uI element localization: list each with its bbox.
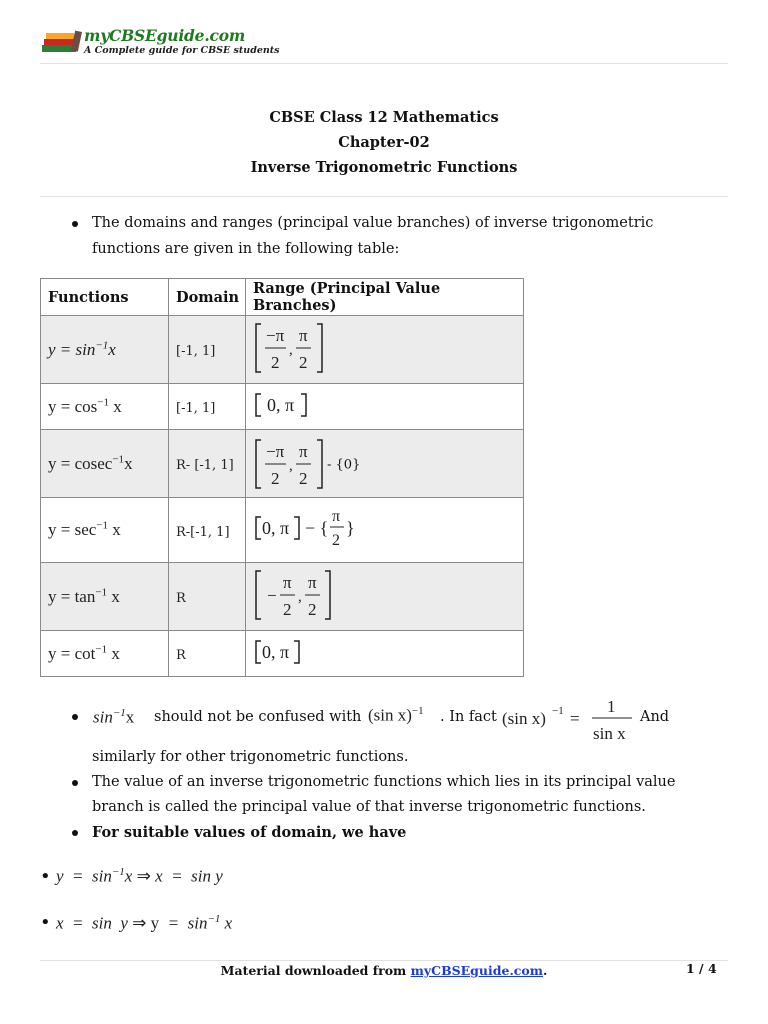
chapter-label: Chapter-02	[338, 134, 430, 151]
svg-text:π: π	[308, 572, 317, 592]
logo-tagline: A Complete guide for CBSE students	[84, 45, 280, 56]
table-row	[41, 563, 524, 631]
similarly-text: similarly for other trigonometric functions.	[92, 749, 409, 765]
document-title: CBSE Class 12 Mathematics	[269, 109, 499, 126]
svg-text:,: ,	[289, 457, 293, 474]
svg-text:2: 2	[271, 352, 280, 372]
footer-credit: Material downloaded from myCBSEguide.com.	[220, 963, 548, 978]
svg-text:π: π	[299, 325, 308, 345]
sinx-power-formula: (sin x)$^{-1}$	[368, 705, 424, 725]
bullet-dot	[72, 780, 78, 786]
column-header: Range (Principal Value Branches)	[246, 279, 524, 316]
suitable-values-heading: For suitable values of domain, we have	[92, 824, 407, 841]
function-cell: $y = \tan^{-1} x$	[48, 586, 120, 606]
svg-text:=: =	[570, 709, 580, 728]
range-interval-formula	[253, 501, 363, 555]
domain-cell: [-1, 1]	[176, 401, 216, 416]
logo-name[interactable]: myCBSEguide.com	[84, 26, 246, 45]
svg-text:(sin x): (sin x)	[502, 709, 546, 728]
domain-cell: [-1, 1]	[176, 344, 216, 359]
svg-text:2: 2	[271, 468, 280, 488]
reciprocal-formula	[500, 694, 636, 744]
header-divider	[40, 63, 728, 64]
column-header: Domain	[169, 279, 246, 316]
svg-text:−: −	[267, 585, 277, 605]
svg-text:0, π: 0, π	[262, 518, 290, 538]
svg-text:1: 1	[607, 697, 616, 716]
range-interval-formula	[253, 320, 333, 376]
small-bullet: •	[40, 866, 51, 887]
svg-text:−π: −π	[266, 325, 285, 345]
function-cell: y = cosec$^{-1}$x	[48, 453, 133, 473]
domain-cell: R	[176, 591, 186, 606]
table-row	[41, 498, 524, 563]
function-cell: $y = \sec^{-1} x$	[48, 519, 121, 540]
small-bullet: •	[40, 912, 51, 933]
svg-text:0, π: 0, π	[262, 641, 290, 662]
footer-divider	[40, 960, 728, 961]
domain-cell: R- [-1, 1]	[176, 458, 234, 473]
page-number: 1 / 4	[686, 961, 717, 976]
table-row	[41, 430, 524, 498]
principal-line-1: The value of an inverse trigonometric functions which lies in its principal value	[92, 774, 676, 790]
function-cell: $y = \cos^{-1} x$	[48, 396, 122, 416]
svg-text:π: π	[299, 441, 308, 461]
svg-text:2: 2	[299, 468, 308, 488]
function-cell: $y = \sin^{-1}x$	[48, 339, 116, 359]
svg-text:sin x: sin x	[593, 724, 626, 743]
svg-text:2: 2	[299, 352, 308, 372]
books-logo-icon	[40, 29, 82, 55]
title-divider	[40, 196, 728, 197]
svg-text:}: }	[346, 518, 355, 538]
footer-link[interactable]: myCBSEguide.com	[410, 963, 543, 978]
implication-formula-1: $y = \sin^{-1}x$ ⇒ x = sin y	[56, 866, 223, 886]
sin-inverse-formula: $\sin^{-1}x$	[93, 707, 135, 727]
column-header: Functions	[41, 279, 169, 316]
svg-text:,: ,	[289, 341, 293, 358]
svg-text:−1: −1	[552, 705, 564, 717]
bullet-dot	[72, 714, 78, 720]
function-cell: $y = \cot^{-1} x$	[48, 643, 120, 663]
table-row	[41, 384, 524, 430]
svg-text:−π: −π	[266, 441, 285, 461]
svg-text:,: ,	[298, 588, 302, 605]
domain-cell: R	[176, 648, 186, 663]
svg-text:2: 2	[308, 599, 317, 619]
intro-line-2: functions are given in the following table:	[92, 241, 400, 257]
bullet-dot	[72, 830, 78, 836]
svg-text:π: π	[283, 572, 292, 592]
table-row	[41, 631, 524, 677]
implication-formula-2: x = sin y ⇒ $y = \sin^{-1} x$	[56, 913, 233, 933]
principal-line-2: branch is called the principal value of that inverse trigonometric functions.	[92, 799, 646, 815]
range-interval-formula	[253, 436, 327, 492]
and-text: And	[640, 709, 670, 725]
inverse-trig-table	[40, 278, 524, 677]
range-suffix: - {0}	[327, 457, 361, 472]
bullet-dot	[72, 221, 78, 227]
table-row	[41, 316, 524, 384]
range-interval-formula	[253, 637, 313, 667]
table-header-row	[41, 279, 524, 316]
in-fact-text: . In fact	[440, 709, 497, 725]
intro-line-1: The domains and ranges (principal value branches) of inverse trigonometric	[92, 215, 654, 231]
domain-cell: R-[-1, 1]	[176, 524, 230, 540]
svg-text:π: π	[332, 508, 341, 525]
svg-text:2: 2	[283, 599, 292, 619]
range-interval-formula	[253, 390, 323, 420]
svg-text:− {: − {	[305, 518, 329, 538]
svg-text:0, π: 0, π	[267, 394, 295, 415]
svg-text:2: 2	[332, 532, 340, 549]
range-interval-formula	[253, 567, 343, 623]
confuse-text: should not be confused with	[154, 709, 362, 725]
chapter-title: Inverse Trigonometric Functions	[250, 159, 518, 176]
